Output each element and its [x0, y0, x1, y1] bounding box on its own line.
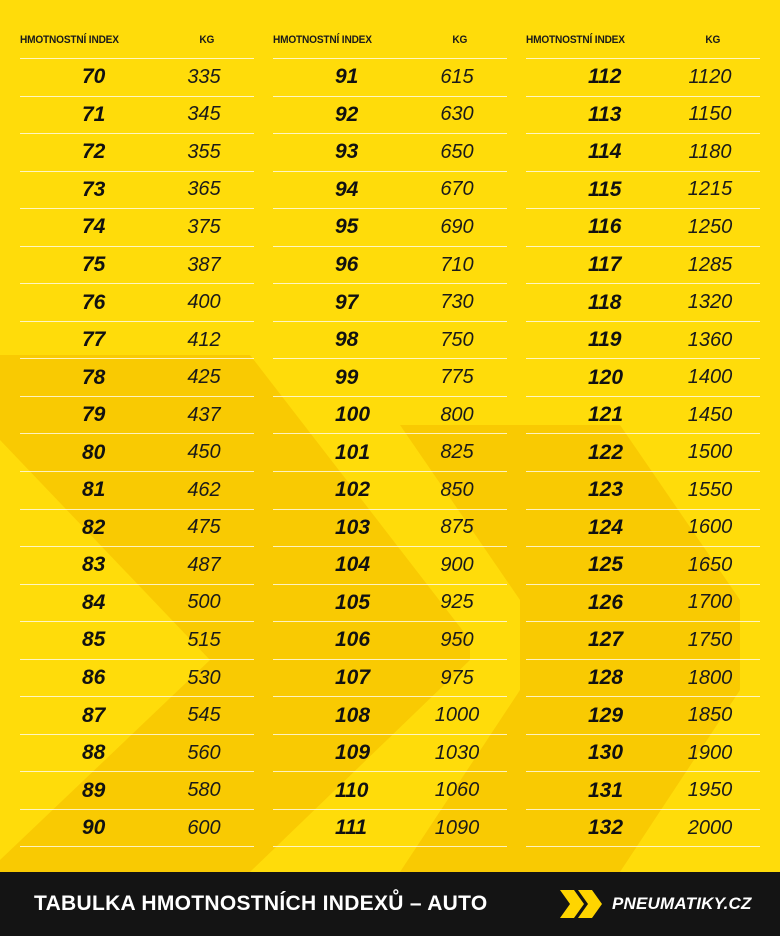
- load-kg-value: 345: [187, 103, 221, 126]
- load-index-value: 100: [335, 403, 371, 427]
- load-index-value: 98: [335, 328, 359, 352]
- load-kg-value: 900: [440, 553, 474, 576]
- table-row: [526, 172, 760, 210]
- table-row: [526, 284, 760, 322]
- load-index-value: 123: [588, 478, 624, 502]
- load-index-value: 75: [82, 253, 106, 276]
- load-index-value: 124: [588, 515, 624, 539]
- load-index-value: 74: [82, 215, 106, 239]
- load-index-value: 96: [335, 253, 359, 276]
- table-row: [273, 322, 507, 360]
- load-index-value: 83: [82, 553, 106, 577]
- load-kg-value: 630: [440, 103, 474, 126]
- load-kg-value: 1060: [434, 779, 480, 802]
- load-index-value: 131: [588, 778, 624, 802]
- table-row: [20, 547, 254, 585]
- load-kg-value: 1090: [434, 816, 480, 839]
- load-index-value: 114: [588, 140, 622, 164]
- table-row: [273, 434, 507, 472]
- table-column: [273, 22, 507, 847]
- load-index-value: 87: [82, 703, 106, 727]
- table-row: [20, 172, 254, 210]
- load-kg-value: 1360: [687, 328, 733, 351]
- load-kg-value: 580: [187, 779, 221, 802]
- table-column: [20, 22, 254, 847]
- load-kg-value: 425: [187, 366, 221, 389]
- load-kg-value: 1250: [687, 215, 733, 238]
- load-kg-value: 1800: [687, 666, 733, 689]
- load-kg-value: 487: [187, 553, 221, 576]
- load-kg-value: 1030: [434, 741, 480, 764]
- table-row: [526, 810, 760, 848]
- load-kg-value: 335: [187, 65, 221, 88]
- table-row: [526, 510, 760, 548]
- table-row: [526, 585, 760, 623]
- table-row: [526, 97, 760, 135]
- table-row: [526, 772, 760, 810]
- load-index-value: 71: [82, 102, 106, 126]
- load-kg-value: 825: [440, 441, 474, 464]
- load-kg-value: 1750: [687, 628, 733, 651]
- load-index-value: 81: [82, 478, 106, 502]
- load-kg-value: 925: [440, 591, 474, 614]
- load-index-value: 116: [588, 215, 622, 239]
- load-kg-value: 975: [440, 666, 474, 689]
- load-kg-value: 1500: [687, 441, 733, 464]
- table-row: [526, 697, 760, 735]
- load-index-value: 73: [82, 177, 106, 201]
- table-row: [20, 247, 254, 285]
- load-index-value: 108: [335, 703, 371, 727]
- table-row: [20, 472, 254, 510]
- load-index-value: 109: [335, 741, 371, 765]
- table-row: [273, 547, 507, 585]
- load-index-value: 102: [335, 478, 371, 502]
- load-kg-value: 750: [440, 328, 474, 351]
- load-kg-value: 412: [187, 328, 221, 351]
- table-row: [273, 622, 507, 660]
- table-row: [273, 585, 507, 623]
- load-kg-value: 650: [440, 140, 474, 163]
- load-kg-value: 387: [187, 253, 221, 276]
- load-kg-value: 1120: [688, 65, 732, 88]
- header-kg-label: KG: [452, 34, 468, 46]
- brand-logo[interactable]: [560, 888, 752, 920]
- load-kg-value: 1550: [687, 478, 733, 501]
- load-kg-value: 1400: [687, 366, 733, 389]
- load-kg-value: 475: [187, 516, 221, 539]
- load-index-value: 99: [335, 365, 359, 389]
- load-kg-value: 462: [187, 478, 221, 501]
- load-kg-value: 690: [440, 215, 474, 238]
- load-index-value: 130: [588, 741, 624, 765]
- load-kg-value: 1320: [687, 291, 733, 314]
- table-row: [273, 472, 507, 510]
- table-row: [526, 547, 760, 585]
- load-kg-value: 437: [187, 403, 221, 426]
- load-kg-value: 365: [187, 178, 221, 201]
- load-index-value: 127: [588, 628, 624, 652]
- table-row: [526, 247, 760, 285]
- table-row: [273, 172, 507, 210]
- load-kg-value: 560: [187, 741, 221, 764]
- load-index-value: 132: [588, 816, 624, 840]
- table-row: [273, 735, 507, 773]
- table-row: [273, 134, 507, 172]
- load-kg-value: 710: [440, 253, 474, 276]
- table-row: [526, 472, 760, 510]
- load-index-value: 77: [82, 328, 106, 352]
- load-index-value: 125: [588, 553, 624, 577]
- load-kg-value: 545: [187, 704, 221, 727]
- footer-title: TABULKA HMOTNOSTNÍCH INDEXŮ – AUTO: [34, 892, 488, 915]
- load-index-value: 76: [82, 290, 106, 314]
- table-row: [20, 284, 254, 322]
- load-index-value: 97: [335, 290, 359, 314]
- load-kg-value: 875: [440, 516, 474, 539]
- load-kg-value: 950: [440, 628, 474, 651]
- load-index-value: 119: [588, 328, 622, 352]
- header-index-label: HMOTNOSTNÍ INDEX: [526, 34, 625, 46]
- table-row: [20, 59, 254, 97]
- table-row: [273, 810, 507, 848]
- load-kg-value: 1450: [687, 403, 733, 426]
- header-kg-label: KG: [705, 34, 721, 46]
- table-row: [20, 735, 254, 773]
- load-index-value: 112: [588, 65, 622, 89]
- load-kg-value: 530: [187, 666, 221, 689]
- load-index-value: 93: [335, 140, 359, 164]
- table-row: [273, 284, 507, 322]
- table-row: [273, 359, 507, 397]
- table-row: [526, 397, 760, 435]
- load-index-value: 122: [588, 440, 624, 464]
- load-kg-value: 1850: [687, 704, 733, 727]
- load-index-value: 105: [335, 590, 371, 614]
- load-index-value: 94: [335, 177, 359, 201]
- table-row: [526, 434, 760, 472]
- load-index-value: 86: [82, 666, 106, 690]
- table-row: [273, 397, 507, 435]
- table-row: [526, 660, 760, 698]
- load-index-value: 120: [588, 365, 624, 389]
- table-row: [526, 735, 760, 773]
- load-index-value: 101: [335, 440, 371, 464]
- table-header-row: [273, 22, 507, 59]
- load-index-value: 106: [335, 628, 371, 652]
- load-index-value: 70: [82, 65, 106, 89]
- load-index-value: 129: [588, 703, 624, 727]
- footer-bar: [0, 872, 780, 936]
- load-index-value: 115: [588, 177, 622, 201]
- table-row: [20, 510, 254, 548]
- load-kg-value: 1950: [687, 779, 733, 802]
- load-index-value: 82: [82, 515, 106, 539]
- load-index-value: 126: [588, 590, 624, 614]
- load-kg-value: 1180: [688, 140, 732, 163]
- header-index-label: HMOTNOSTNÍ INDEX: [273, 34, 372, 46]
- table-row: [526, 622, 760, 660]
- load-kg-value: 800: [440, 403, 474, 426]
- load-index-value: 128: [588, 666, 624, 690]
- logo-text: PNEUMATIKY.CZ: [612, 894, 752, 913]
- load-index-value: 85: [82, 628, 106, 652]
- load-index-value: 118: [588, 290, 622, 314]
- table-row: [20, 134, 254, 172]
- table-row: [273, 697, 507, 735]
- load-index-value: 72: [82, 140, 106, 164]
- table-row: [20, 660, 254, 698]
- load-kg-value: 670: [440, 178, 474, 201]
- table-column: [526, 22, 760, 847]
- load-index-value: 113: [588, 102, 622, 126]
- load-index-value: 95: [335, 215, 359, 239]
- table-row: [20, 359, 254, 397]
- table-row: [526, 59, 760, 97]
- load-index-value: 111: [335, 816, 367, 840]
- table-row: [20, 585, 254, 623]
- header-index-label: HMOTNOSTNÍ INDEX: [20, 34, 119, 46]
- load-index-value: 80: [82, 440, 106, 464]
- load-kg-value: 500: [187, 591, 221, 614]
- load-kg-value: 850: [440, 478, 474, 501]
- table-row: [273, 247, 507, 285]
- table-row: [20, 434, 254, 472]
- load-index-value: 110: [335, 778, 369, 802]
- load-kg-value: 1650: [687, 553, 733, 576]
- load-kg-value: 400: [187, 291, 221, 314]
- load-kg-value: 1150: [688, 103, 732, 126]
- load-kg-value: 375: [187, 215, 221, 238]
- load-kg-value: 600: [187, 816, 221, 839]
- load-index-value: 117: [588, 253, 622, 276]
- table-row: [20, 697, 254, 735]
- load-kg-value: 1285: [687, 253, 733, 276]
- table-row: [273, 772, 507, 810]
- load-kg-value: 1600: [687, 516, 733, 539]
- table-row: [273, 209, 507, 247]
- table-row: [273, 660, 507, 698]
- load-index-value: 91: [335, 65, 359, 89]
- load-index-value: 79: [82, 403, 106, 427]
- table-row: [526, 322, 760, 360]
- load-kg-value: 515: [187, 628, 221, 651]
- load-index-value: 78: [82, 365, 106, 389]
- load-index-value: 121: [588, 403, 624, 427]
- load-kg-value: 1215: [687, 178, 733, 201]
- table-row: [526, 209, 760, 247]
- table-row: [20, 772, 254, 810]
- table-header-row: [526, 22, 760, 59]
- chevron-logo-icon: [560, 888, 604, 920]
- table-row: [20, 397, 254, 435]
- load-kg-value: 450: [187, 441, 221, 464]
- load-kg-value: 730: [440, 291, 474, 314]
- table-row: [526, 134, 760, 172]
- header-kg-label: KG: [199, 34, 215, 46]
- table-row: [273, 510, 507, 548]
- table-header-row: [20, 22, 254, 59]
- table-row: [273, 97, 507, 135]
- table-row: [20, 622, 254, 660]
- load-index-value: 92: [335, 102, 359, 126]
- load-index-value: 88: [82, 741, 106, 765]
- table-row: [273, 59, 507, 97]
- load-index-value: 89: [82, 778, 106, 802]
- load-kg-value: 615: [440, 65, 474, 88]
- table-row: [20, 322, 254, 360]
- load-kg-value: 1700: [687, 591, 733, 614]
- table-row: [20, 810, 254, 848]
- load-kg-value: 355: [187, 140, 221, 163]
- load-index-value: 84: [82, 590, 106, 614]
- load-index-value: 90: [82, 816, 106, 840]
- table-row: [20, 209, 254, 247]
- load-kg-value: 1900: [687, 741, 733, 764]
- load-index-value: 107: [335, 666, 371, 690]
- table-row: [526, 359, 760, 397]
- load-kg-value: 2000: [687, 816, 733, 839]
- load-index-value: 103: [335, 515, 371, 539]
- load-kg-value: 1000: [434, 704, 480, 727]
- load-index-value: 104: [335, 553, 371, 577]
- table-row: [20, 97, 254, 135]
- load-kg-value: 775: [440, 366, 474, 389]
